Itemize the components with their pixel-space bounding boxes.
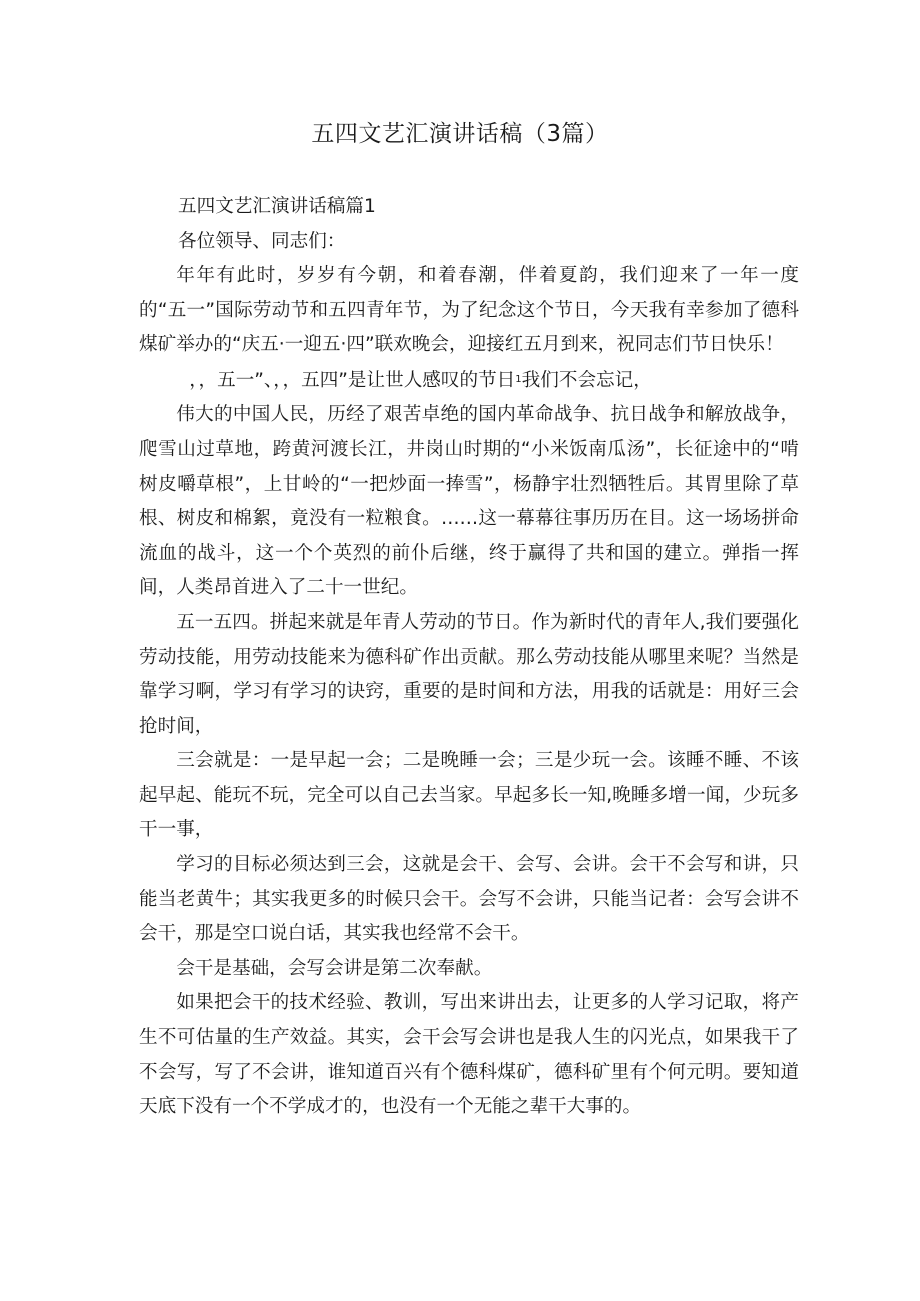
paragraph-2: 伟大的中国人民，历经了艰苦卓绝的国内革命战争、抗日战争和解放战争，爬雪山过草地，跨黄河渡长江，井岗山时期的“小米饭南瓜汤”，长征途中的“啃树皮嚼草根”，上甘岭的“一把炒面一捧雪”，杨静宇壮烈牺牲后。其胃里除了草根、树皮和棉絮，竟没有一粒粮食。……这一幕幕往事历历在目。这一场场拼命流血的战斗，这一个个英烈的前仆后继，终于赢得了共和国的建立。弹指一挥间，人类昂首进入了二十一世纪。: [139, 404, 799, 599]
paragraph-6: 会干是基础，会写会讲是第二次奉献。: [176, 957, 493, 979]
greeting: 各位领导、同志们：: [178, 230, 346, 252]
paragraph-5: 学习的目标必须达到三会，这就是会干、会写、会讲。会干不会写和讲，只能当老黄牛；其实我更多的时候只会干。会写不会讲，只能当记者：会写会讲不会干，那是空口说白话，其实我也经常不会干。: [139, 854, 799, 945]
paragraph-4: 三会就是：一是早起一会；二是晚睡一会；三是少玩一会。该睡不睡、不该起早起、能玩不玩，完全可以自己去当家。早起多长一知,晚睡多增一闻，少玩多干一事，: [139, 750, 799, 841]
paragraph-7: 如果把会干的技术经验、教训，写出来讲出去，让更多的人学习记取，将产生不可估量的生产效益。其实，会干会写会讲也是我人生的闪光点，如果我干了不会写，写了不会讲，谁知道百兴有个德科煤矿，德科矿里有个何元明。要知道天底下没有一个不学成才的，也没有一个无能之辈干大事的。: [139, 992, 799, 1118]
paragraph-1: 年年有此时，岁岁有今朝，和着春潮，伴着夏韵，我们迎来了一年一度的“五一”国际劳动节和五四青年节，为了纪念这个节日，今天我有幸参加了德科煤矿举办的“庆五·一迎五·四”联欢晚会，迎接红五月到来，祝同志们节日快乐！: [139, 265, 799, 356]
document-body: [139, 190, 799, 1125]
section-title: 五四文艺汇演讲话稿篇1: [178, 196, 376, 217]
document-title: 五四文艺汇演讲话稿（3篇）: [311, 121, 609, 147]
broken-line-part1: ，，五一”、，，五四”是让世人感叹的节日: [189, 369, 516, 391]
broken-line: [139, 363, 799, 398]
paragraph-3: 五一五四。拼起来就是年青人劳动的节日。作为新时代的青年人,我们要强化劳动技能，用劳动技能来为德科矿作出贡献。那么劳动技能从哪里来呢？当然是靠学习啊，学习有学习的诀窍，重要的是时间和方法，用我的话就是：用好三会抢时间，: [139, 611, 799, 737]
broken-line-part2: 我们不会忘记，: [521, 369, 652, 391]
broken-line-mark: 1: [515, 373, 522, 385]
